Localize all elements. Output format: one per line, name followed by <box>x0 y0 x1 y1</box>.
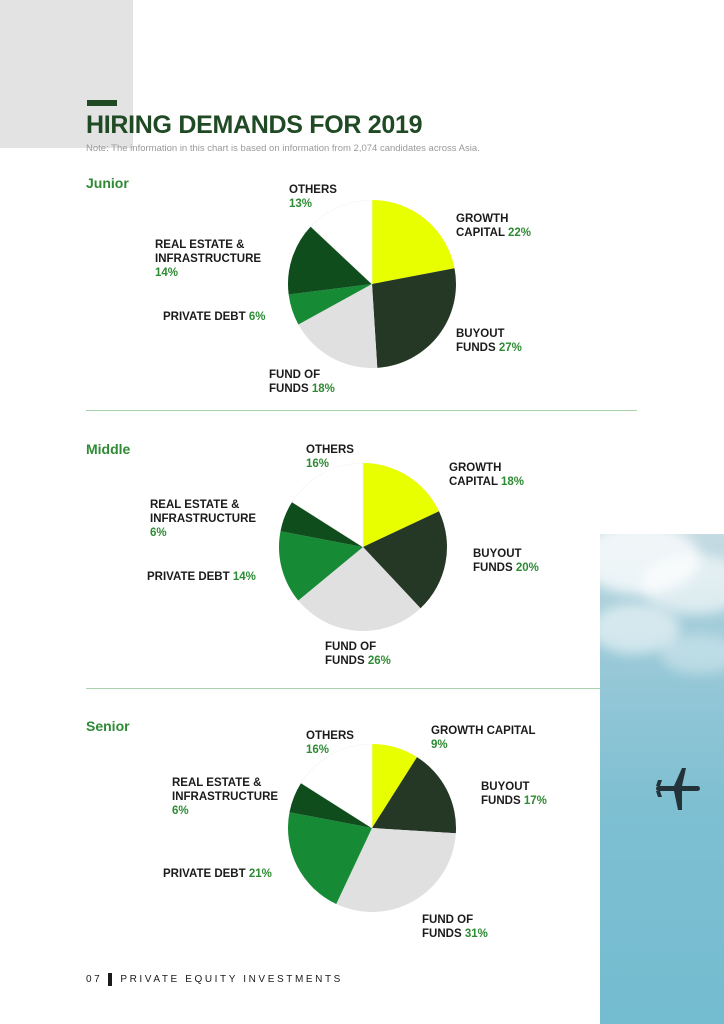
label-text: FUND OF FUNDS <box>325 641 377 667</box>
label-pct: 17% <box>523 795 547 807</box>
label-growth-capital-junior <box>456 212 531 240</box>
section-divider <box>86 688 600 689</box>
label-pct: 14% <box>155 267 179 279</box>
label-text: PRIVATE DEBT <box>147 571 230 583</box>
label-real-estate-junior <box>155 238 261 280</box>
page-title: HIRING DEMANDS FOR 2019 <box>86 111 423 139</box>
footer-separator <box>108 973 112 986</box>
label-text: BUYOUT FUNDS <box>481 781 530 807</box>
title-accent-bar <box>87 100 117 106</box>
pie-chart-senior <box>288 744 456 912</box>
cloud <box>660 634 724 674</box>
label-pct: 6% <box>248 311 266 323</box>
label-text: REAL ESTATE & INFRASTRUCTURE <box>172 777 279 803</box>
label-pct: 13% <box>289 198 313 210</box>
label-pct: 6% <box>150 527 167 539</box>
label-real-estate-middle <box>150 498 256 540</box>
label-pct: 26% <box>367 655 391 667</box>
pie-slice-buyout-funds <box>372 268 456 368</box>
label-fund-of-funds-senior <box>422 913 488 941</box>
label-pct: 6% <box>172 805 189 817</box>
label-fund-of-funds-junior <box>269 368 335 396</box>
label-text: FUND OF FUNDS <box>422 914 474 940</box>
section-label-senior: Senior <box>86 718 130 734</box>
label-pct: 27% <box>498 342 522 354</box>
label-pct: 22% <box>507 227 532 239</box>
pie-chart-middle <box>279 463 447 631</box>
label-text: GROWTH CAPITAL <box>431 725 536 737</box>
label-private-debt-middle <box>147 570 256 584</box>
label-text: OTHERS <box>306 444 354 456</box>
label-text: BUYOUT FUNDS <box>456 328 505 354</box>
footer-text: PRIVATE EQUITY INVESTMENTS <box>120 974 343 985</box>
label-text: GROWTH CAPITAL <box>456 213 509 239</box>
label-growth-capital-middle <box>449 461 524 489</box>
label-pct: 9% <box>431 739 448 751</box>
label-text: FUND OF FUNDS <box>269 369 321 395</box>
label-text: OTHERS <box>289 184 337 196</box>
label-text: REAL ESTATE & INFRASTRUCTURE <box>155 239 262 265</box>
label-pct: 31% <box>464 928 488 940</box>
label-text: PRIVATE DEBT <box>163 311 246 323</box>
pie-chart-junior <box>288 200 456 368</box>
label-real-estate-senior <box>172 776 278 818</box>
label-private-debt-senior <box>163 867 272 881</box>
label-pct: 16% <box>306 458 330 470</box>
airplane-icon <box>652 766 704 812</box>
label-text: PRIVATE DEBT <box>163 868 246 880</box>
section-label-junior: Junior <box>86 175 129 191</box>
label-text: BUYOUT FUNDS <box>473 548 522 574</box>
label-text: OTHERS <box>306 730 354 742</box>
section-label-middle: Middle <box>86 441 131 457</box>
label-others-middle <box>306 443 354 471</box>
label-others-junior <box>289 183 337 211</box>
footer-page-number: 07 <box>86 974 103 985</box>
label-text: REAL ESTATE & INFRASTRUCTURE <box>150 499 257 525</box>
label-pct: 21% <box>248 868 272 880</box>
label-fund-of-funds-middle <box>325 640 391 668</box>
label-growth-capital-senior <box>431 724 536 752</box>
label-buyout-funds-middle <box>473 547 539 575</box>
label-pct: 18% <box>311 383 335 395</box>
label-buyout-funds-junior <box>456 327 522 355</box>
section-divider <box>86 410 637 411</box>
label-private-debt-junior <box>163 310 265 324</box>
label-others-senior <box>306 729 354 757</box>
label-pct: 14% <box>232 571 256 583</box>
label-pct: 18% <box>500 476 525 488</box>
sky-photo-panel <box>600 534 724 1024</box>
label-pct: 20% <box>515 562 539 574</box>
chart-note: Note: The information in this chart is based on information from 2,074 candidates across Asia. <box>86 143 480 154</box>
label-pct: 16% <box>306 744 330 756</box>
page-footer <box>86 973 343 986</box>
label-buyout-funds-senior <box>481 780 547 808</box>
label-text: GROWTH CAPITAL <box>449 462 502 488</box>
